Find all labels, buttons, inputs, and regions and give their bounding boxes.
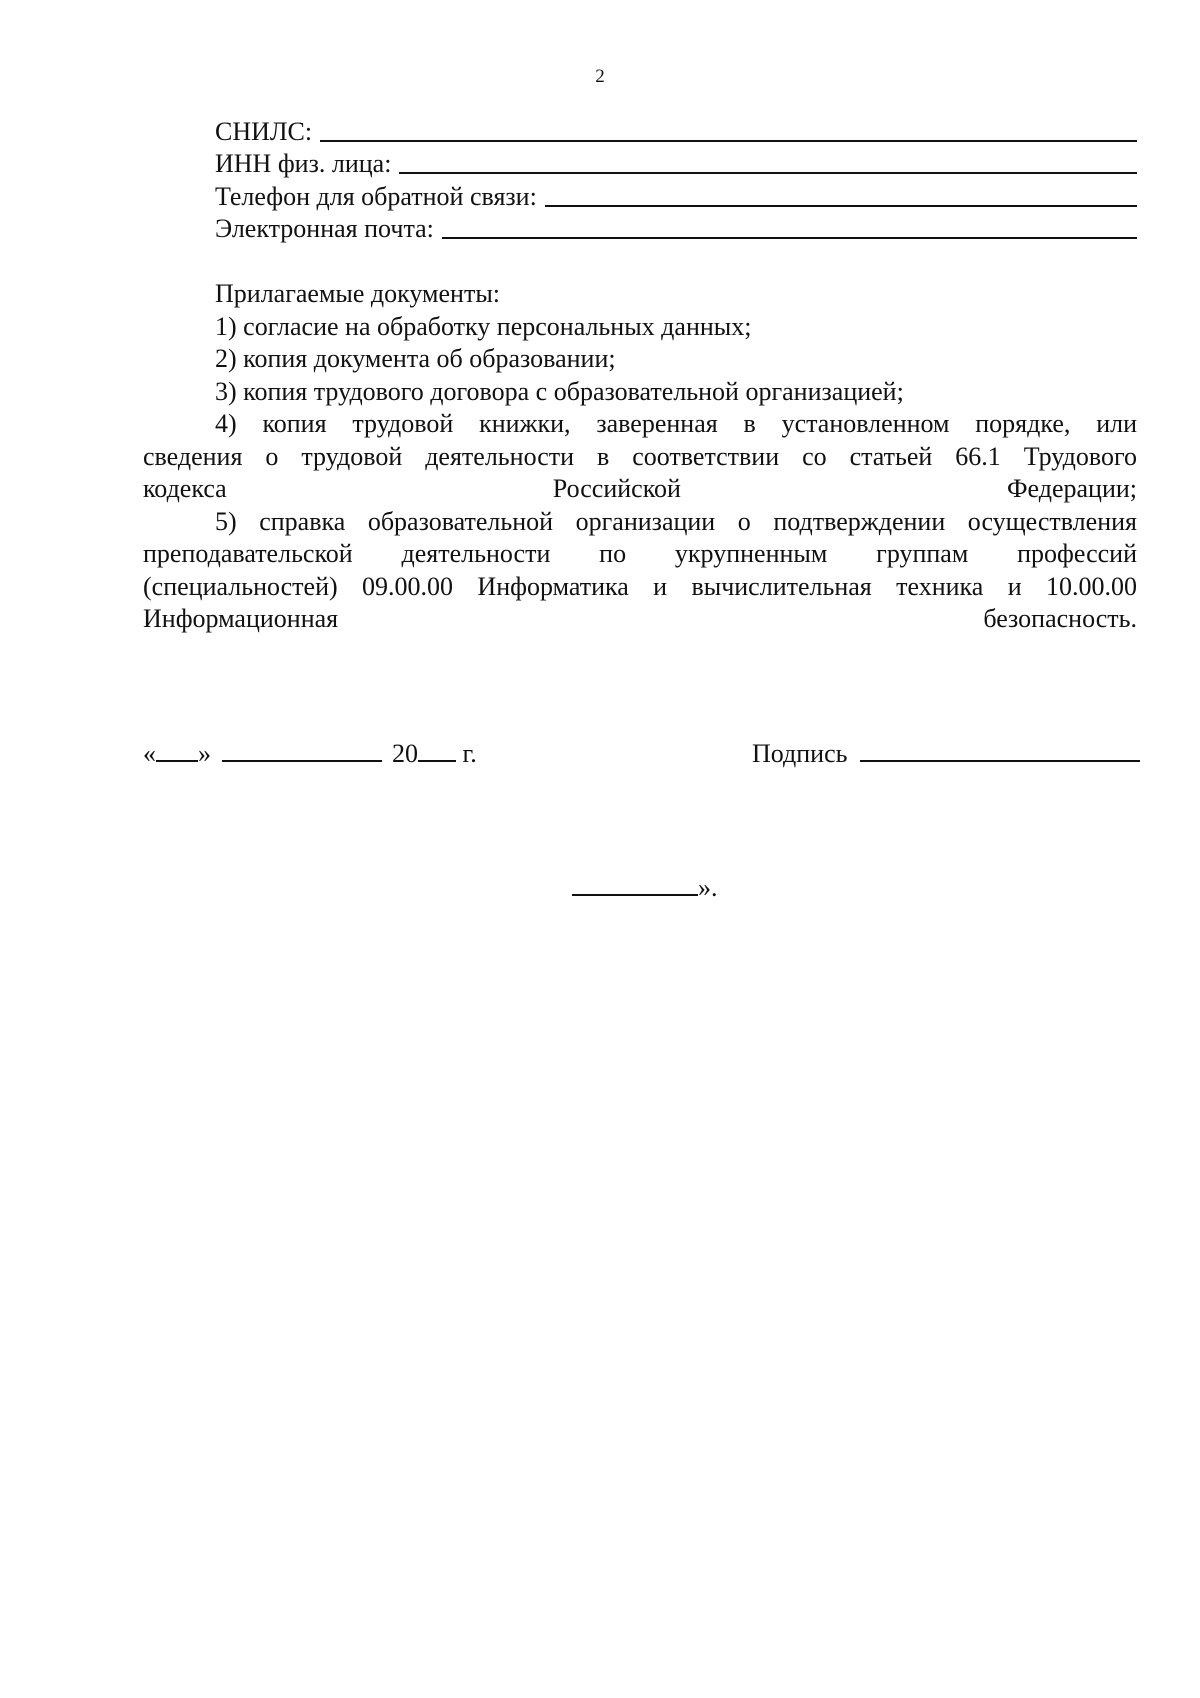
email-field[interactable] [215, 213, 1137, 245]
attachment-item-4-line-3: кодекса Российской Федерации; [143, 474, 1137, 503]
signature-label: Подпись [752, 739, 848, 768]
attachment-item-4-line-2: сведения о трудовой деятельности в соответствии со статьей 66.1 Трудового [143, 441, 1137, 471]
year-prefix: 20 [392, 739, 418, 768]
attachments-section [143, 278, 1137, 636]
attachment-item-4-line-1: 4) копия трудовой книжки, заверенная в установленном порядке, или [215, 409, 1137, 438]
phone-label: Телефон для обратной связи: [215, 182, 537, 211]
inn-blank-line[interactable] [399, 172, 1137, 174]
attachment-item-2: 2) копия документа об образовании; [215, 344, 616, 373]
attachment-item-5-line-3: (специальностей) 09.00.00 Информатика и вычислительная техника и 10.00.00 [143, 571, 1137, 601]
snils-label: СНИЛС: [215, 117, 313, 146]
snils-field[interactable] [215, 116, 1137, 148]
date-field[interactable] [143, 738, 477, 770]
month-blank[interactable] [222, 738, 382, 762]
inn-label: ИНН физ. лица: [215, 149, 392, 178]
attachment-item-5-line-4: Информационная безопасность. [143, 604, 1137, 633]
email-blank-line[interactable] [442, 237, 1137, 239]
attachment-item-1: 1) согласие на обработку персональных данных; [215, 311, 752, 341]
email-label: Электронная почта: [215, 214, 434, 243]
page-number: 2 [595, 66, 605, 87]
attachment-item-4 [143, 408, 1137, 506]
attachment-item-5-line-2: преподавательской деятельности по укрупненным группам профессий [143, 539, 1137, 568]
closing-line [572, 872, 718, 904]
signature-blank[interactable] [860, 738, 1140, 762]
phone-field[interactable] [215, 181, 1137, 213]
inn-field[interactable] [215, 148, 1137, 180]
phone-blank-line[interactable] [545, 205, 1137, 207]
signature-field[interactable] [752, 738, 1140, 770]
date-open-quote: « [143, 739, 156, 768]
attachment-item-5-line-1: 5) справка образовательной организации о подтверждении осуществления [215, 506, 1137, 536]
closing-quote: ». [698, 873, 718, 902]
date-close-quote: » [198, 739, 211, 768]
day-blank[interactable] [156, 738, 198, 762]
year-blank[interactable] [418, 738, 456, 762]
year-suffix: г. [456, 739, 477, 768]
attachment-item-5 [143, 506, 1137, 636]
snils-blank-line[interactable] [320, 140, 1137, 142]
attachments-heading: Прилагаемые документы: [215, 279, 501, 308]
attachment-item-3: 3) копия трудового договора с образовательной организацией; [215, 376, 904, 406]
closing-blank [572, 872, 698, 896]
